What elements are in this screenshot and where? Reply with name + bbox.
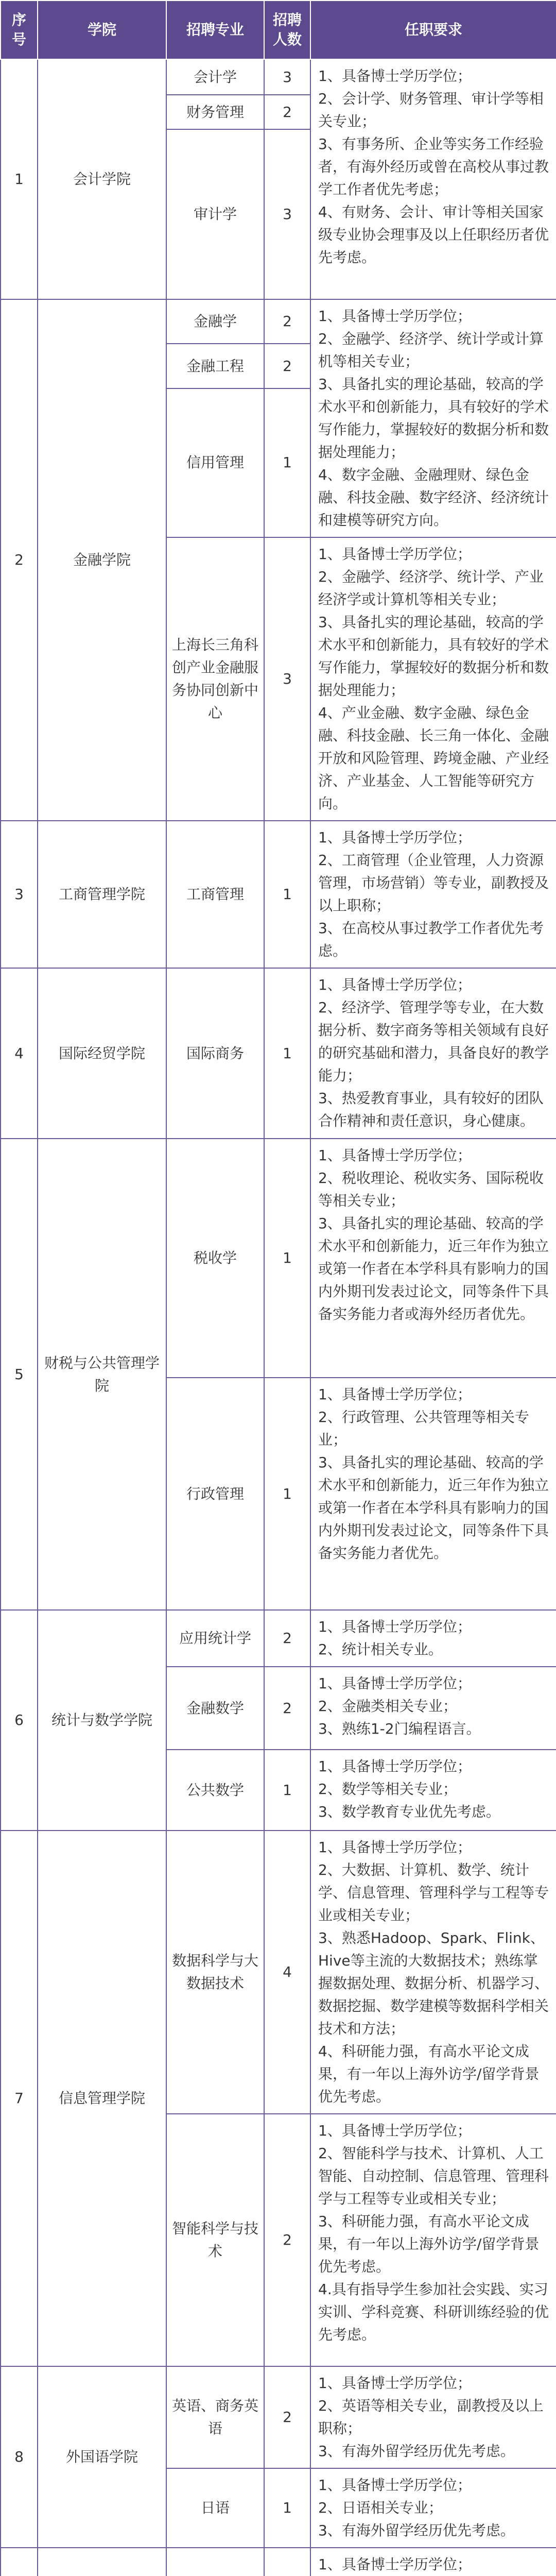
major-cell: 国际商务 [166,968,264,1139]
requirement-line: 1、具备博士学历学位； [318,67,472,84]
table-row [1,2366,556,2468]
requirement-line: 1、具备博士学历学位； [318,1839,472,1856]
requirement-line: 4.具有指导学生参加社会实践、实习实训、学科竞赛、科研训练经验的优先考虑。 [318,2281,549,2343]
seq-cell: 7 [1,1831,38,2366]
count-cell: 1 [264,1139,310,1378]
count-cell: 1 [264,388,310,537]
requirement-line: 2、金融类相关专业； [318,1698,457,1715]
count-cell: 2 [264,2114,310,2366]
requirements-cell [310,2114,556,2366]
major-cell [166,2548,264,2576]
requirements-cell [310,2468,556,2548]
requirement-line: 3、熟练1-2门编程语言。 [318,1720,481,1737]
count-cell: 3 [264,59,310,95]
requirement-line: 3、热爱教育事业，具有较好的团队合作精神和责任意识，身心健康。 [318,1090,544,1129]
table-row [1,2548,556,2576]
college-cell: 会计学院 [38,59,166,299]
requirements-cell [310,2548,556,2576]
requirement-line: 1、具备博士学历学位； [318,546,472,563]
requirement-line: 2、工商管理（企业管理，人力资源管理，市场营销）等专业，副教授及以上职称； [318,852,549,914]
seq-cell: 5 [1,1139,38,1610]
count-cell: 2 [264,2366,310,2468]
requirements-cell [310,2366,556,2468]
requirement-line: 1、具备博士学历学位； [318,2122,472,2139]
requirements-cell [310,1831,556,2114]
table-row [1,821,556,968]
requirement-line: 1、具备博士学历学位； [318,2375,472,2392]
requirement-line: 2、金融学、经济学、统计学或计算机等相关专业； [318,330,544,370]
requirements-cell [310,299,556,537]
requirements-cell [310,1750,556,1831]
college-cell: 统计与数学学院 [38,1610,166,1831]
major-cell: 公共数学 [166,1750,264,1831]
requirement-line: 3、有事务所、企业等实务工作经验者，有海外经历或曾在高校从事过教学工作者优先考虑； [318,135,549,198]
major-cell: 上海长三角科创产业金融服务协同创新中心 [166,537,264,821]
requirement-line: 2、行政管理、公共管理等相关专业； [318,1409,529,1448]
major-cell: 应用统计学 [166,1610,264,1667]
requirements-cell [310,537,556,821]
requirement-line: 1、具备博士学历学位； [318,1758,472,1775]
seq-cell: 8 [1,2366,38,2548]
college-cell: 财税与公共管理学院 [38,1139,166,1610]
requirement-line: 1、具备博士学历学位； [318,2477,472,2494]
college-cell: 国际经贸学院 [38,968,166,1139]
requirement-line: 2、日语相关专业； [318,2499,443,2516]
header-seq: 序 号 [1,1,38,59]
requirement-line: 2、税收理论、税收实务、国际税收等相关专业； [318,1170,544,1209]
college-cell: 信息管理学院 [38,1831,166,2366]
requirement-line: 3、具备扎实的理论基础，较高的学术水平和创新能力，具有较好的学术写作能力，掌握较好的数据分析和数据处理能力； [318,614,549,699]
table-body [1,59,556,2576]
major-cell: 工商管理 [166,821,264,968]
major-cell: 财务管理 [166,95,264,129]
requirement-line: 2、会计学、财务管理、审计学等相关专业； [318,90,544,130]
requirement-line: 3、数学教育专业优先考虑。 [318,1803,500,1820]
table-row [1,59,556,95]
header-requirements: 任职要求 [310,1,556,59]
college-cell: 外国语学院 [38,2366,166,2548]
count-cell: 1 [264,2468,310,2548]
major-cell: 行政管理 [166,1378,264,1610]
requirement-line: 4、科研能力强，有高水平论文成果，有一年以上海外访学/留学背景优先考虑。 [318,2043,540,2105]
requirements-cell [310,1610,556,1667]
requirement-line: 3、具备扎实的理论基础，较高的学术水平和创新能力，具有较好的学术写作能力，掌握较好的数据分析和数据处理能力； [318,376,549,461]
seq-cell [1,2548,38,2576]
major-cell: 会计学 [166,59,264,95]
major-cell: 金融学 [166,299,264,344]
seq-cell: 1 [1,59,38,299]
count-cell: 1 [264,821,310,968]
college-cell: 工商管理学院 [38,821,166,968]
requirements-cell [310,59,556,299]
requirement-line: 2、统计相关专业。 [318,1641,443,1658]
header-college: 学院 [38,1,166,59]
requirement-line: 1、具备博士学历学位； [318,829,472,846]
requirement-line: 2、金融学、经济学、统计学、产业经济学或计算机等相关专业； [318,568,544,608]
table-row [1,968,556,1139]
table-row [1,1831,556,2114]
seq-cell: 2 [1,299,38,821]
header-row [1,1,556,59]
requirement-line: 1、具备博士学历学位； [318,2556,472,2573]
count-cell: 1 [264,968,310,1139]
major-cell: 智能科学与技术 [166,2114,264,2366]
count-cell: 4 [264,1831,310,2114]
requirements-cell [310,1139,556,1378]
major-cell: 审计学 [166,129,264,299]
count-cell: 2 [264,1667,310,1750]
header-major: 招聘专业 [166,1,264,59]
count-cell: 2 [264,95,310,129]
table-row [1,1139,556,1378]
requirement-line: 2、经济学、管理学等专业，在大数据分析、数字商务等相关领域有良好的研究基础和潜力，具备良好的教学能力； [318,999,549,1084]
college-cell: 金融学院 [38,299,166,821]
requirement-line: 3、熟悉Hadoop、Spark、Flink、Hive等主流的大数据技术；熟练掌握数据处理、数据分析、机器学习、数据挖掘、数学建模等数据科学相关技术和方法； [318,1929,549,2037]
requirement-line: 1、具备博士学历学位； [318,1147,472,1164]
requirements-cell [310,968,556,1139]
requirement-line: 4、有财务、会计、审计等相关国家级专业协会理事及以上任职经历者优先考虑。 [318,204,549,266]
requirement-line: 1、具备博士学历学位； [318,1386,472,1403]
requirement-line: 3、科研能力强，有高水平论文成果，有一年以上海外访学/留学背景优先考虑。 [318,2213,540,2275]
major-cell: 数据科学与大数据技术 [166,1831,264,2114]
requirement-line: 2、智能科学与技术、计算机、人工智能、自动控制、信息管理、管理科学与工程等专业或相关专业； [318,2145,549,2207]
requirement-line: 1、具备博士学历学位； [318,976,472,993]
seq-cell: 4 [1,968,38,1139]
major-cell: 金融工程 [166,344,264,388]
requirement-line: 4、数字金融、金融理财、绿色金融、科技金融、数字经济、经济统计和建模等研究方向。 [318,466,549,529]
requirement-line: 2、英语等相关专业，副教授及以上职称； [318,2397,544,2437]
requirement-line: 2、数学等相关专业； [318,1781,457,1798]
count-cell: 1 [264,1378,310,1610]
seq-cell: 3 [1,821,38,968]
requirement-line: 4、产业金融、数字金融、绿色金融、科技金融、长三角一体化、金融开放和风险管理、跨境金融、产业经济、产业基金、人工智能等研究方向。 [318,704,549,812]
requirement-line: 3、有海外留学经历优先考虑。 [318,2443,515,2460]
major-cell: 税收学 [166,1139,264,1378]
header-count: 招聘 人数 [264,1,310,59]
requirement-line: 3、在高校从事过教学工作者优先考虑。 [318,920,544,959]
requirement-line: 3、有海外留学经历优先考虑。 [318,2522,515,2539]
requirement-line: 3、具备扎实的理论基础、较高的学术水平和创新能力，近三年作为独立或第一作者在本学科具有影响力的国内外期刊发表过论文，同等条件下具备实务能力者或海外经历者优先。 [318,1215,549,1323]
seq-cell: 6 [1,1610,38,1831]
table-row [1,299,556,344]
table-row [1,1610,556,1667]
major-cell: 信用管理 [166,388,264,537]
requirement-line: 2、大数据、计算机、数学、统计学、信息管理、管理科学与工程等专业或相关专业； [318,1861,549,1924]
requirements-cell [310,1378,556,1610]
major-cell: 英语、商务英语 [166,2366,264,2468]
count-cell [264,2548,310,2576]
count-cell: 3 [264,537,310,821]
major-cell: 日语 [166,2468,264,2548]
college-cell [38,2548,166,2576]
major-cell: 金融数学 [166,1667,264,1750]
requirements-cell [310,1667,556,1750]
count-cell: 3 [264,129,310,299]
count-cell: 1 [264,1750,310,1831]
requirement-line: 1、具备博士学历学位； [318,308,472,325]
requirement-line: 3、具备扎实的理论基础、较高的学术水平和创新能力，近三年作为独立或第一作者在本学科具有影响力的国内外期刊发表过论文，同等条件下具备实务能力者优先。 [318,1454,549,1562]
requirements-cell [310,821,556,968]
requirement-line: 1、具备博士学历学位； [318,1675,472,1692]
count-cell: 2 [264,299,310,344]
count-cell: 2 [264,344,310,388]
count-cell: 2 [264,1610,310,1667]
requirement-line: 1、具备博士学历学位； [318,1618,472,1635]
